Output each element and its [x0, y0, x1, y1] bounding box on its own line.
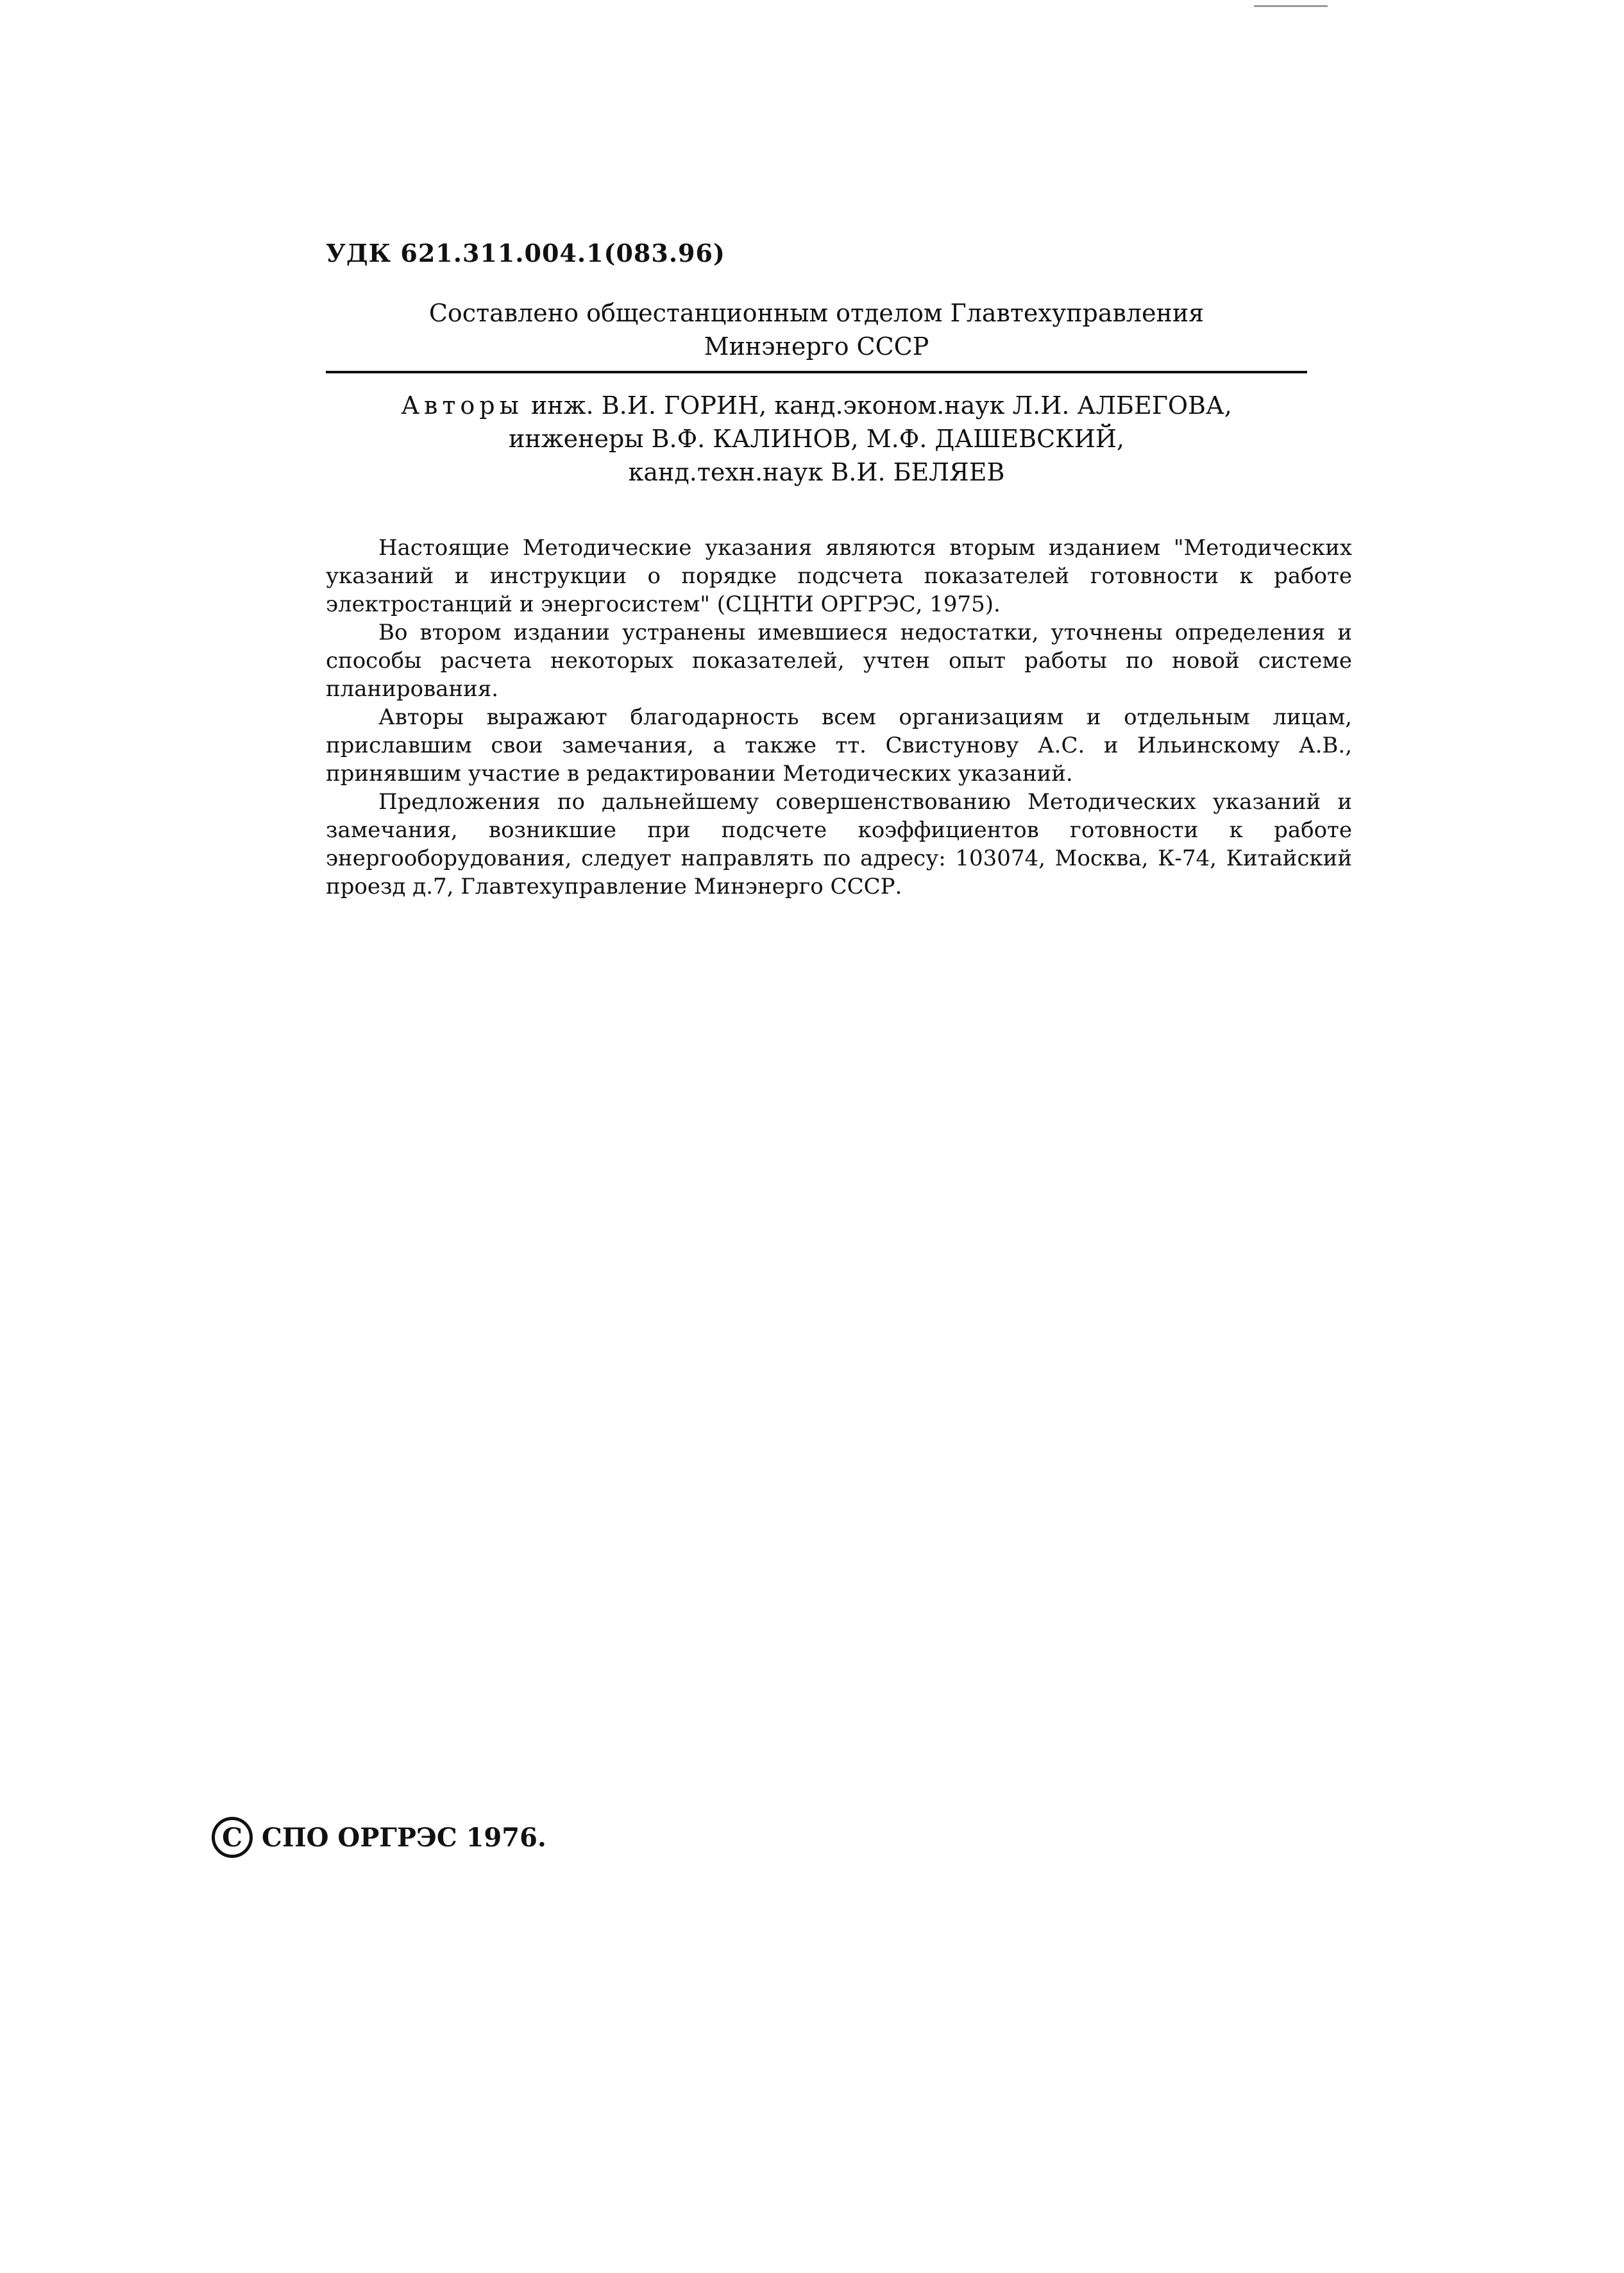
compiled-by-line-1: Составлено общестанционным отделом Главтехуправления: [428, 299, 1205, 327]
authors-label: Авторы: [401, 391, 523, 420]
compiled-by: [326, 296, 1307, 363]
udk-code: УДК 621.311.004.1(083.96): [326, 239, 725, 268]
corner-rule: [1254, 5, 1328, 7]
copyright-icon: С: [212, 1817, 253, 1858]
paragraph: Во втором издании устранены имевшиеся недостатки, уточнены определения и способы расчета некоторых показателей, учтен опыт работы по новой системе планирования.: [326, 620, 1352, 702]
authors-line-3: канд.техн.наук В.И. БЕЛЯЕВ: [628, 458, 1005, 486]
authors-line-2: инженеры В.Ф. КАЛИНОВ, М.Ф. ДАШЕВСКИЙ,: [509, 425, 1124, 453]
paragraph: Предложения по дальнейшему совершенствованию Методических указаний и замечания, возникшие при подсчете коэффициентов готовности к работе энергооборудования, следует направлять по адресу: 103074, Москва, К-74, Китайский проезд д.7, Главтехуправление Минэнерго СССР.: [326, 789, 1352, 899]
horizontal-divider: [326, 371, 1307, 373]
authors-line-1-names: инж. В.И. ГОРИН, канд.эконом.наук Л.И. АЛБЕГОВА,: [530, 391, 1232, 420]
paragraph: Авторы выражают благодарность всем организациям и отдельным лицам, приславшим свои замечания, а также тт. Свистунову А.С. и Ильинскому А.В., принявшим участие в редактировании Методических указаний.: [326, 704, 1352, 787]
authors-line-1: [326, 389, 1307, 422]
copyright-text: СПО ОРГРЭС 1976.: [262, 1822, 546, 1853]
authors-block: [326, 389, 1307, 489]
compiled-by-line-2: Минэнерго СССР: [704, 332, 929, 361]
copyright-notice: [212, 1817, 546, 1858]
paragraph: Настоящие Методические указания являются вторым изданием "Методических указаний и инструкции о порядке подсчета показателей готовности к работе электростанций и энергосистем" (СЦНТИ ОРГРЭС, 1975).: [326, 535, 1352, 617]
preface-text: [326, 534, 1352, 901]
